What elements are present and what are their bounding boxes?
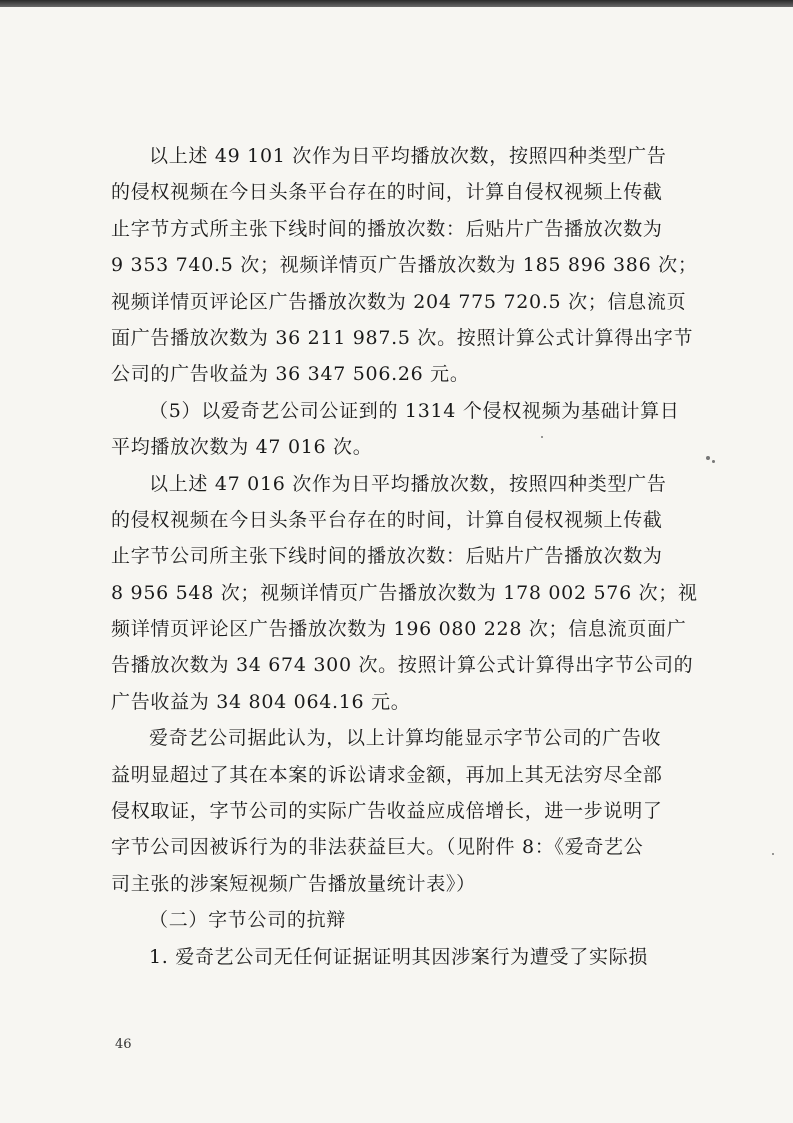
paragraph-line: 以上述 49 101 次作为日平均播放次数，按照四种类型广告 xyxy=(149,145,667,167)
scan-speck xyxy=(712,460,715,463)
section-heading: （二）字节公司的抗辩 xyxy=(149,909,347,932)
paragraph-line: 视频详情页评论区广告播放次数为 204 775 720.5 次；信息流页 xyxy=(111,290,687,313)
paragraph-line: 面广告播放次数为 36 211 987.5 次。按照计算公式计算得出字节 xyxy=(111,326,694,349)
paragraph-line: （5）以爱奇艺公司公证到的 1314 个侵权视频为基础计算日 xyxy=(149,399,680,422)
paragraph-line: 益明显超过了其在本案的诉讼请求金额，再加上其无法穷尽全部 xyxy=(111,763,663,786)
document-body xyxy=(111,138,701,975)
paragraph-line: 公司的广告收益为 36 347 506.26 元。 xyxy=(111,363,470,386)
paragraph-line: 广告收益为 34 804 064.16 元。 xyxy=(111,690,411,713)
paragraph-line: 司主张的涉案短视频广告播放量统计表》） xyxy=(111,872,476,895)
paragraph-line: 止字节方式所主张下线时间的播放次数：后贴片广告播放次数为 xyxy=(111,217,663,240)
paragraph-line: 平均播放次数为 47 016 次。 xyxy=(111,436,373,459)
paragraph-line: 侵权取证，字节公司的实际广告收益应成倍增长，进一步说明了 xyxy=(111,800,663,823)
scan-speck xyxy=(706,456,710,460)
paragraph-line: 字节公司因被诉行为的非法获益巨大。（见附件 8：《爱奇艺公 xyxy=(111,836,644,859)
paragraph-line: 爱奇艺公司据此认为，以上计算均能显示字节公司的广告收 xyxy=(149,727,662,750)
paragraph-line: 8 956 548 次；视频详情页广告播放次数为 178 002 576 次；视 xyxy=(111,581,698,604)
paragraph-line: 的侵权视频在今日头条平台存在的时间，计算自侵权视频上传截 xyxy=(111,181,663,204)
scan-speck xyxy=(772,853,774,855)
page-number: 46 xyxy=(115,1037,132,1052)
paragraph-line: 的侵权视频在今日头条平台存在的时间，计算自侵权视频上传截 xyxy=(111,508,663,531)
scan-speck xyxy=(541,436,543,438)
paragraph-line: 止字节公司所主张下线时间的播放次数：后贴片广告播放次数为 xyxy=(111,545,663,568)
paragraph-line: 1. 爱奇艺公司无任何证据证明其因涉案行为遭受了实际损 xyxy=(149,945,649,968)
paragraph-line: 告播放次数为 34 674 300 次。按照计算公式计算得出字节公司的 xyxy=(111,654,694,677)
paragraph-line: 以上述 47 016 次作为日平均播放次数，按照四种类型广告 xyxy=(149,472,667,495)
paragraph-line: 9 353 740.5 次；视频详情页广告播放次数为 185 896 386 次； xyxy=(111,254,698,277)
scan-top-edge xyxy=(0,0,793,7)
paragraph-line: 频详情页评论区广告播放次数为 196 080 228 次；信息流页面广 xyxy=(111,618,687,641)
